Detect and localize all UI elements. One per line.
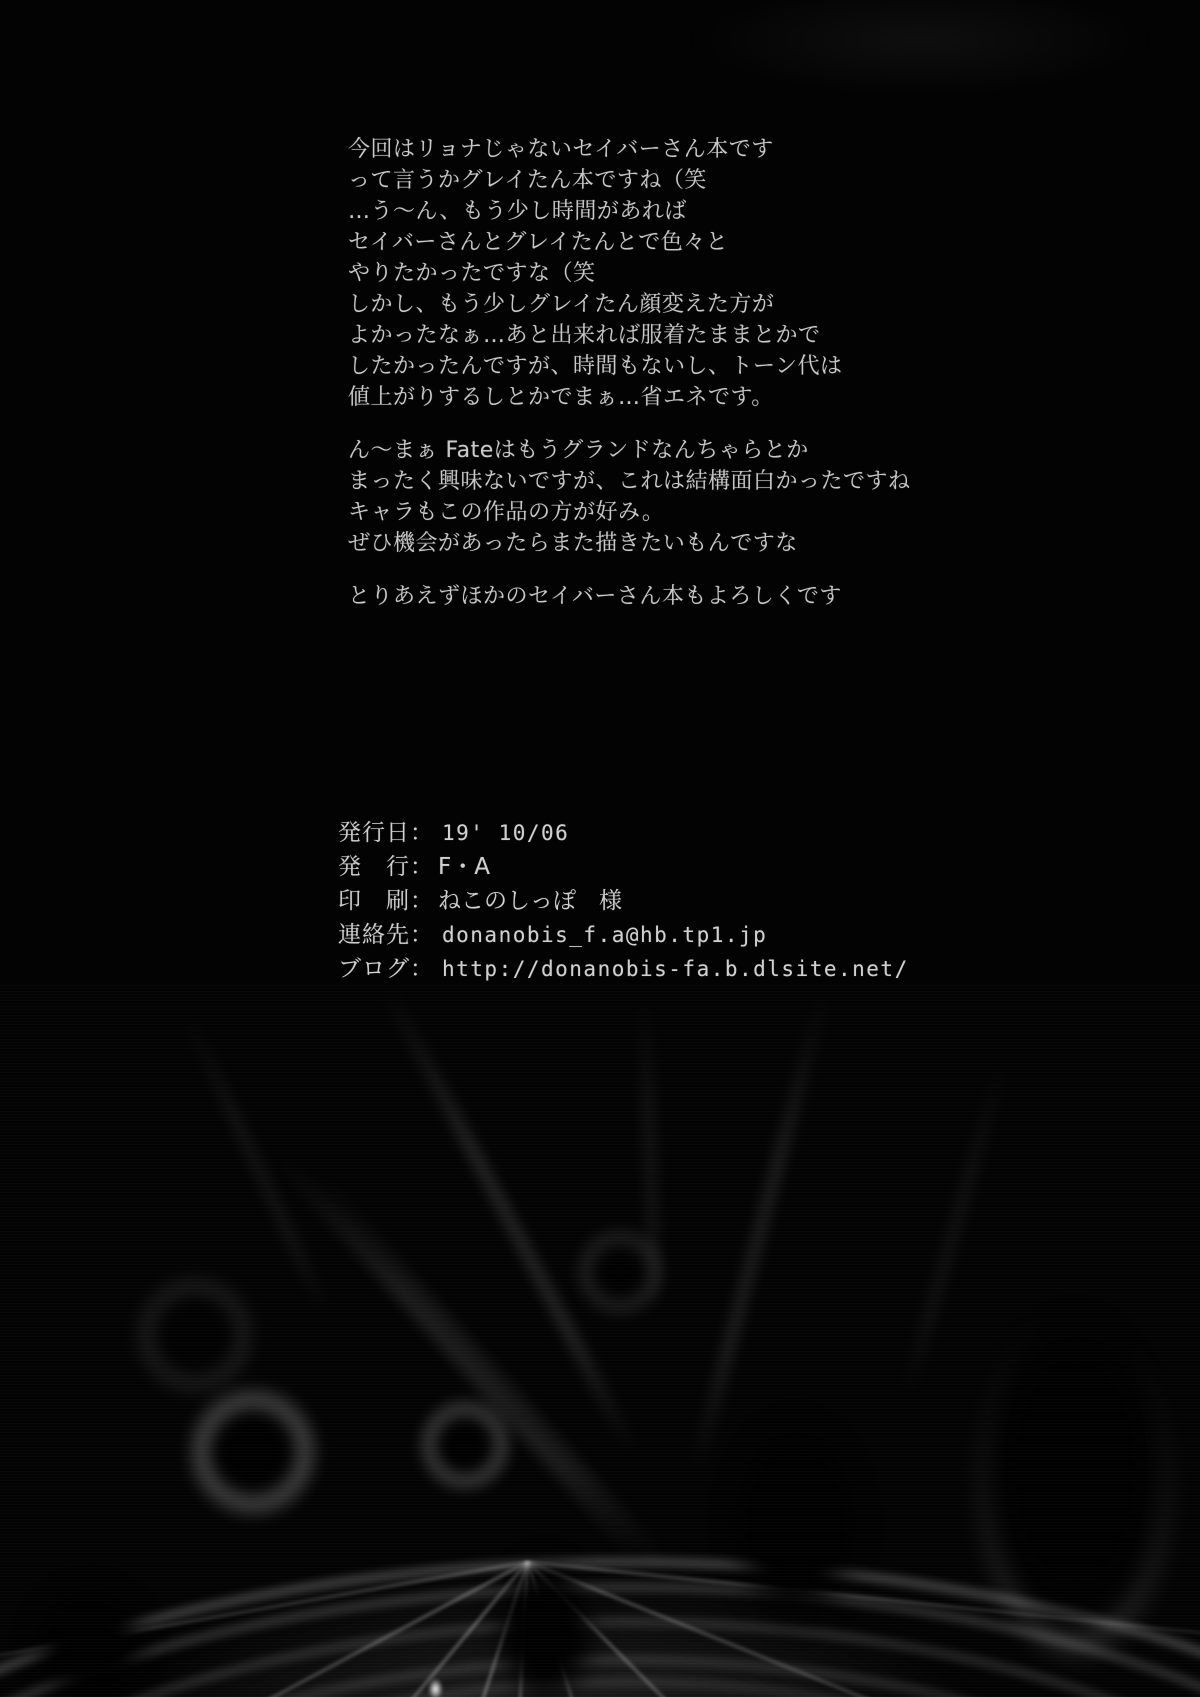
afterword-line: よかったなぁ…あと出来れば服着たままとかで [348,323,821,348]
dome-arc [120,1680,1128,1697]
afterword-line: 値上がりするしとかでまぁ…省エネです。 [348,385,774,410]
radiating-line [0,1561,528,1697]
afterword-line: セイバーさんとグレイたんとで色々と [348,230,729,255]
dome-arc [0,1560,1200,1697]
background-artwork [0,985,1200,1697]
dark-bokeh-blob [723,1413,867,1637]
afterword-line: とりあえずほかのセイバーさん本もよろしくです [348,584,842,609]
afterword-paragraph [348,435,911,559]
light-streak [301,1162,672,1573]
contact-label: 連絡先： [338,922,434,948]
dome-arc [0,1658,1200,1697]
afterword-line: って言うかグレイたん本ですね（笑 [348,168,707,193]
colophon-row-printer [338,884,909,918]
colophon-row-publish-date [338,816,909,850]
bright-light-spot [428,1678,443,1697]
blog-url-value: http://donanobis-fa.b.dlsite.net/ [442,957,909,981]
afterword-line: まったく興味ないですが、これは結構面白かったですね [348,469,911,494]
afterword-paragraph [348,134,911,413]
afterword-text [348,134,911,612]
colophon [338,816,909,986]
dark-bokeh-blob [488,1550,602,1697]
afterword-line: しかし、もう少しグレイたん顔変えた方が [348,292,775,317]
scanline-texture [0,985,1200,1697]
dome-arc [0,1585,1200,1697]
contact-email-value: donanobis_f.a@hb.tp1.jp [442,923,768,947]
colophon-row-publisher [338,850,909,884]
afterword-line: ぜひ機会があったらまた描きたいもんですな [348,531,798,556]
publish-date-label: 発行日： [338,820,434,846]
dome-arc [0,1620,1200,1697]
light-streak [640,995,660,1315]
bokeh-ring [178,1377,328,1527]
light-streak [691,989,829,1474]
radiating-line [384,1562,529,1697]
dark-bokeh-blob [988,1308,1162,1632]
bokeh-ring [413,1393,517,1497]
light-streak [180,1008,332,1320]
radiating-line [503,1562,529,1697]
blog-label: ブログ： [338,956,434,982]
artwork-ambient-glow [0,1415,1200,1697]
radiating-line [0,1561,528,1668]
publisher-value: F・A [438,854,490,880]
dark-bokeh-blob [25,1580,155,1697]
light-streak [381,985,638,1455]
light-streak [273,1152,644,1563]
radiating-line [527,1561,1131,1697]
afterword-line: やりたかったですな（笑 [348,261,596,286]
scan-edge-glow [600,0,1200,120]
colophon-row-contact [338,918,909,952]
bokeh-ring [570,1222,670,1322]
afterword-line: 今回はリョナじゃないセイバーさん本です [348,137,774,162]
afterword-line: …う～ん、もう少し時間があれば [348,199,687,224]
afterword-paragraph [348,581,911,612]
afterword-line: ん～まぁ Fateはもうグランドなんちゃらとか [348,438,809,463]
radiating-line [527,1561,1200,1637]
publisher-label: 発 行： [338,854,434,880]
printer-value: ねこのしっぽ 様 [438,888,622,914]
printer-label: 印 刷： [338,888,434,914]
afterword-line: キャラもこの作品の方が好み。 [348,500,665,525]
radiating-line [192,1561,529,1697]
afterword-line: したかったんですが、時間もないし、トーン代は [348,354,843,379]
publish-date-value: 19' 10/06 [442,821,570,845]
colophon-row-blog [338,952,909,986]
radiating-line [526,1562,671,1697]
radiating-line [526,1561,910,1697]
bokeh-ring [125,1265,265,1405]
light-streak [901,1054,1009,1403]
